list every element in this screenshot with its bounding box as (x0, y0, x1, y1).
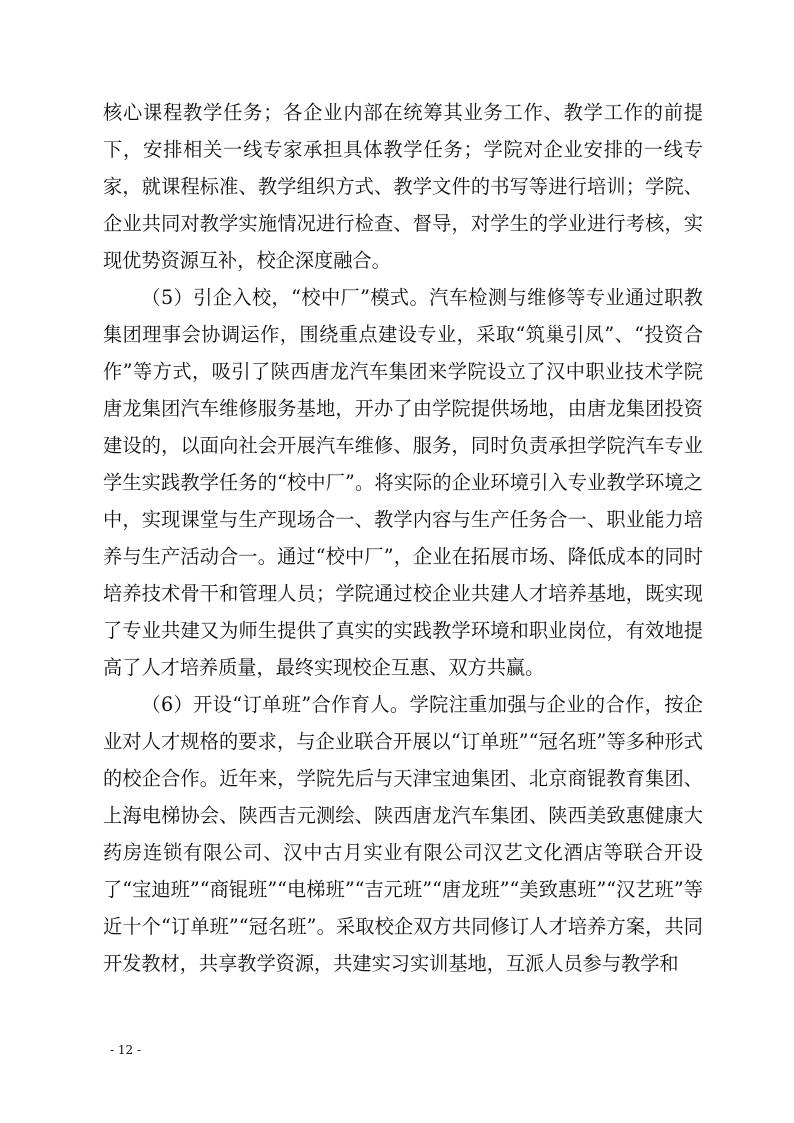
paragraph-continuation: 核心课程教学任务；各企业内部在统筹其业务工作、教学工作的前提下，安排相关一线专家承担具体教学任务；学院对企业安排的一线专家，就课程标准、教学组织方式、教学文件的书写等进行培训；学院、企业共同对教学实施情况进行检查、督导，对学生的学业进行考核，实现优势资源互补，校企深度融合。 (103, 101, 703, 272)
body-text (103, 94, 703, 982)
paragraph-order-class: （6）开设“订单班”合作育人。学院注重加强与企业的合作，按企业对人才规格的要求，与企业联合开展以“订单班”“冠名班”等多种形式的校企合作。近年来，学院先后与天津宝迪集团、北京商锟教育集团、上海电梯协会、陕西吉元测绘、陕西唐龙汽车集团、陕西美致惠健康大药房连锁有限公司、汉中古月实业有限公司汉艺文化酒店等联合开设了“宝迪班”“商锟班”“电梯班”“吉元班”“唐龙班”“美致惠班”“汉艺班”等近十个“订单班”“冠名班”。采取校企双方共同修订人才培养方案，共同开发教材，共享教学资源，共建实习实训基地，互派人员参与教学和 (103, 693, 703, 975)
paragraph-school-factory: （5）引企入校，“校中厂”模式。汽车检测与维修等专业通过职教集团理事会协调运作，围绕重点建设专业，采取“筑巢引凤”、“投资合作”等方式，吸引了陕西唐龙汽车集团来学院设立了汉中职业技术学院唐龙集团汽车维修服务基地，开办了由学院提供场地，由唐龙集团投资建设的，以面向社会开展汽车维修、服务，同时负责承担学院汽车专业学生实践教学任务的“校中厂”。将实际的企业环境引入专业教学环境之中，实现课堂与生产现场合一、教学内容与生产任务合一、职业能力培养与生产活动合一。通过“校中厂”，企业在拓展市场、降低成本的同时培养技术骨干和管理人员；学院通过校企业共建人才培养基地，既实现了专业共建又为师生提供了真实的实践教学环境和职业岗位，有效地提高了人才培养质量，最终实现校企互惠、双方共赢。 (103, 286, 703, 679)
page-number: - 12 - (110, 1043, 142, 1057)
